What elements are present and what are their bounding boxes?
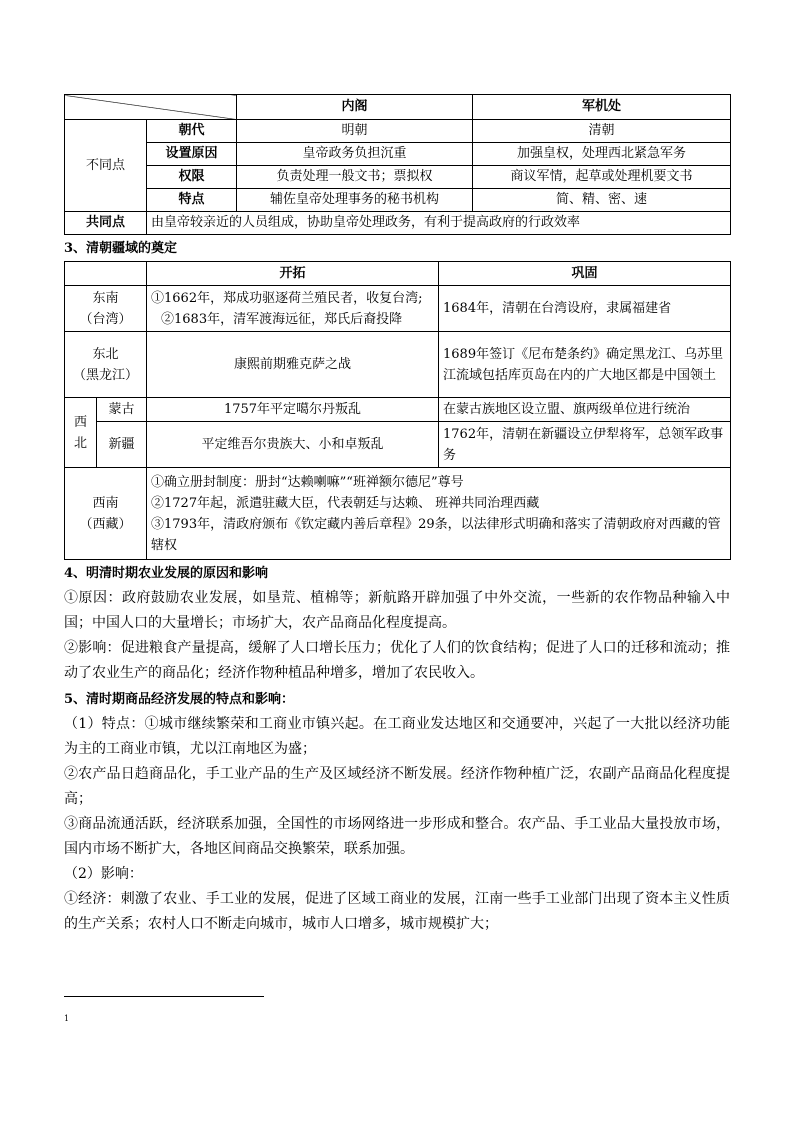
paragraph: ③商品流通活跃，经济联系加强，全国性的市场网络进一步形成和整合。农产品、手工业品大量投放市场，国内市场不断扩大，各地区间商品交换繁荣，联系加强。: [64, 816, 730, 857]
subregion-menggu: 蒙古: [97, 398, 147, 422]
header-junjichu: 军机处: [473, 95, 731, 120]
paragraph: （2）影响：: [64, 866, 143, 882]
southeast-kaituo-2: ②1683年，清军渡海远征，郑氏后裔投降: [161, 311, 403, 327]
footnote-separator: [64, 996, 264, 997]
paragraph: ②影响：促进粮食产量提高，缓解了人口增长压力；优化了人们的饮食结构；促进了人口的迁移和流动；推动了农业生产的商品化；经济作物种植品种增多，增加了农民收入。: [64, 640, 730, 681]
row-label: 朝代: [147, 120, 237, 143]
header-neige: 内阁: [237, 95, 473, 120]
row-label: 设置原因: [147, 143, 237, 166]
southeast-kaituo-1: ①1662年，郑成功驱逐荷兰殖民者，收复台湾;: [151, 290, 423, 306]
paragraph: ②农产品日趋商品化，手工业产品的生产及区域经济不断发展。经济作物种植广泛，农副产品商品化程度提高；: [64, 766, 730, 807]
territory-table: [64, 261, 731, 560]
section-heading: 3、清朝疆域的奠定: [64, 241, 178, 256]
paragraph: ①经济：刺激了农业、手工业的发展，促进了区域工商业的发展，江南一些手工业部门出现了资本主义性质的生产关系；农村人口不断走向城市，城市人口增多，城市规模扩大；: [64, 891, 730, 932]
northeast-kaituo: 康熙前期雅克萨之战: [147, 332, 439, 398]
footnote-mark: 1: [64, 1014, 70, 1023]
paragraph: （1）特点：①城市继续繁荣和工商业市镇兴起。在工商业发达地区和交通要冲，兴起了一大批以经济功能为主的工商业市镇，尤以江南地区为盛；: [64, 716, 730, 757]
region-name-top: 西: [73, 414, 87, 430]
southwest-item: ②1727年起，派遣驻藏大臣，代表朝廷与达赖、 班禅共同治理西藏: [151, 495, 540, 511]
cell-neige: 明朝: [237, 120, 473, 143]
region-southwest: [65, 468, 147, 560]
southeast-gonggu: 1684年，清朝在台湾设府，隶属福建省: [439, 286, 731, 332]
region-name: 西南: [92, 495, 119, 511]
header-kaituo: 开拓: [147, 262, 439, 286]
cell-junjichu: 商议军情，起草或处理机要文书: [473, 166, 731, 189]
xinjiang-gonggu: 1762年，清朝在新疆设立伊犁将军，总领军政事务: [439, 422, 731, 468]
paragraph: ①原因：政府鼓励农业发展，如垦荒、植棉等；新航路开辟加强了中外交流，一些新的农作物品种输入中国；中国人口的大量增长；市场扩大，农产品商品化程度提高。: [64, 590, 730, 631]
common-label: 共同点: [65, 212, 147, 235]
region-sub: （西藏）: [79, 516, 132, 532]
menggu-kaituo: 1757年平定噶尔丹叛乱: [147, 398, 439, 422]
xinjiang-kaituo: 平定维吾尔贵族大、小和卓叛乱: [147, 422, 439, 468]
southeast-kaituo: [147, 286, 439, 332]
menggu-gonggu: 在蒙古族地区设立盟、旗两级单位进行统治: [439, 398, 731, 422]
cell-junjichu: 简、精、密、速: [473, 189, 731, 212]
cell-neige: 负责处理一般文书；票拟权: [237, 166, 473, 189]
subregion-xinjiang: 新疆: [97, 422, 147, 468]
row-label: 特点: [147, 189, 237, 212]
common-text: 由皇帝较亲近的人员组成，协助皇帝处理政务，有利于提高政府的行政效率: [147, 212, 731, 235]
region-northwest: [65, 398, 97, 468]
cell-junjichu: 加强皇权，处理西北紧急军务: [473, 143, 731, 166]
region-sub: （黑龙江）: [72, 367, 138, 383]
region-sub: （台湾）: [79, 311, 132, 327]
region-name: 东北: [92, 346, 119, 362]
region-southeast: [65, 286, 147, 332]
southwest-item: ③1793年，清政府颁布《钦定藏内善后章程》29条，以法律形式明确和落实了清朝政府对西藏的管辖权: [151, 516, 721, 553]
region-northeast: [65, 332, 147, 398]
southwest-content: [147, 468, 731, 560]
cell-junjichu: 清朝: [473, 120, 731, 143]
region-name: 东南: [92, 290, 119, 306]
comparison-table-neige-junjichu: [64, 94, 731, 235]
diagonal-header-cell: [65, 95, 237, 120]
cell-neige: 辅佐皇帝处理事务的秘书机构: [237, 189, 473, 212]
section-heading: 4、明清时期农业发展的原因和影响: [64, 566, 269, 581]
region-name-bottom: 北: [73, 435, 87, 451]
cell-neige: 皇帝政务负担沉重: [237, 143, 473, 166]
northeast-gonggu: 1689年签订《尼布楚条约》确定黑龙江、乌苏里江流域包括库页岛在内的广大地区都是中国领土: [439, 332, 731, 398]
territory-header-blank: [65, 262, 147, 286]
row-label: 权限: [147, 166, 237, 189]
group-label-differences: 不同点: [65, 120, 147, 212]
header-gonggu: 巩固: [439, 262, 731, 286]
document-page: [64, 94, 730, 937]
southwest-item: ①确立册封制度：册封“达赖喇嘛”“班禅额尔德尼”尊号: [151, 474, 464, 490]
section-heading: 5、清时期商品经济发展的特点和影响：: [64, 692, 295, 707]
